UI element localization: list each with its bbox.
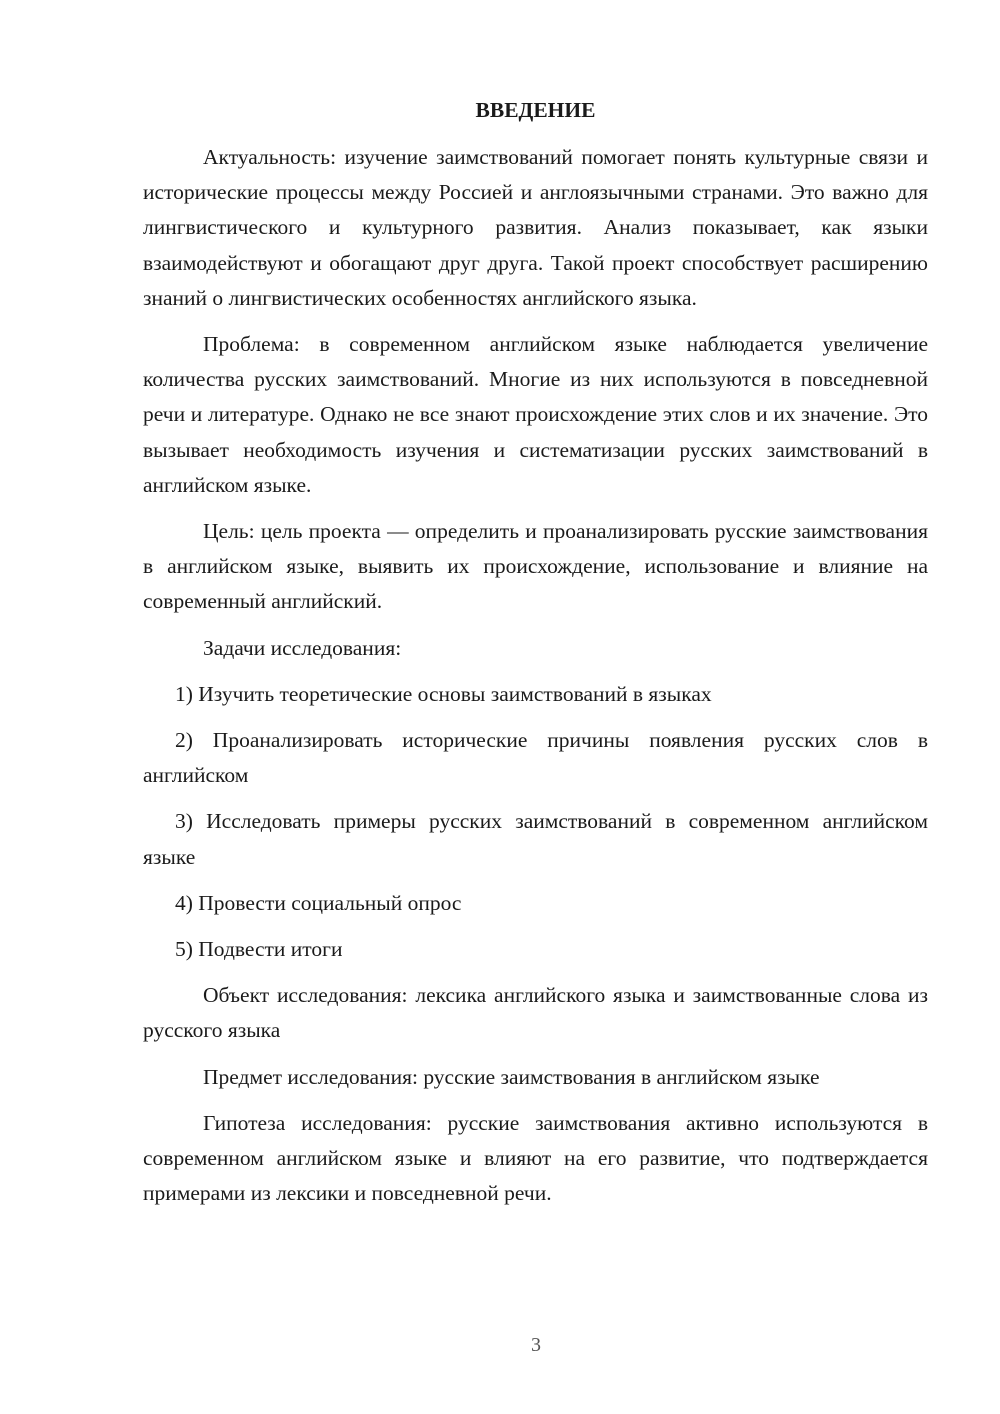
- paragraph-subject: Предмет исследования: русские заимствования в английском языке: [203, 1064, 820, 1089]
- task-item-3: 3) Исследовать примеры русских заимствований в современном английском языке: [143, 809, 928, 869]
- task-item-1: 1) Изучить теоретические основы заимствований в языках: [175, 681, 712, 706]
- paragraph-relevance: Актуальность: изучение заимствований помогает понять культурные связи и исторические процессы между Россией и англоязычными странами. Это важно для лингвистического и культурного развития. Анализ показывает, как языки взаимодействуют и обогащают друг друга. Такой проект способствует расширению знаний о лингвистических особенностях английского языка.: [143, 145, 928, 310]
- task-item-2: 2) Проанализировать исторические причины появления русских слов в английском: [143, 728, 928, 788]
- page-content: [143, 92, 928, 1222]
- paragraph-goal: Цель: цель проекта — определить и проанализировать русские заимствования в английском языке, выявить их происхождение, использование и влияние на современный английский.: [143, 519, 928, 614]
- paragraph-tasks-heading: Задачи исследования:: [203, 635, 402, 660]
- paragraph-problem: Проблема: в современном английском языке наблюдается увеличение количества русских заимствований. Многие из них используются в повседневной речи и литературе. Однако не все знают происхождение этих слов и их значение. Это вызывает необходимость изучения и систематизации русских заимствований в английском языке.: [143, 332, 928, 497]
- paragraph-hypothesis: Гипотеза исследования: русские заимствования активно используются в современном английском языке и влияют на его развитие, что подтверждается примерами из лексики и повседневной речи.: [143, 1110, 928, 1206]
- paragraph-object: Объект исследования: лексика английского языка и заимствованные слова из русского языка: [143, 983, 928, 1043]
- page-title: ВВЕДЕНИЕ: [475, 98, 596, 122]
- task-item-4: 4) Провести социальный опрос: [175, 890, 462, 915]
- page-number: 3: [531, 1334, 541, 1356]
- task-item-5: 5) Подвести итоги: [175, 937, 343, 962]
